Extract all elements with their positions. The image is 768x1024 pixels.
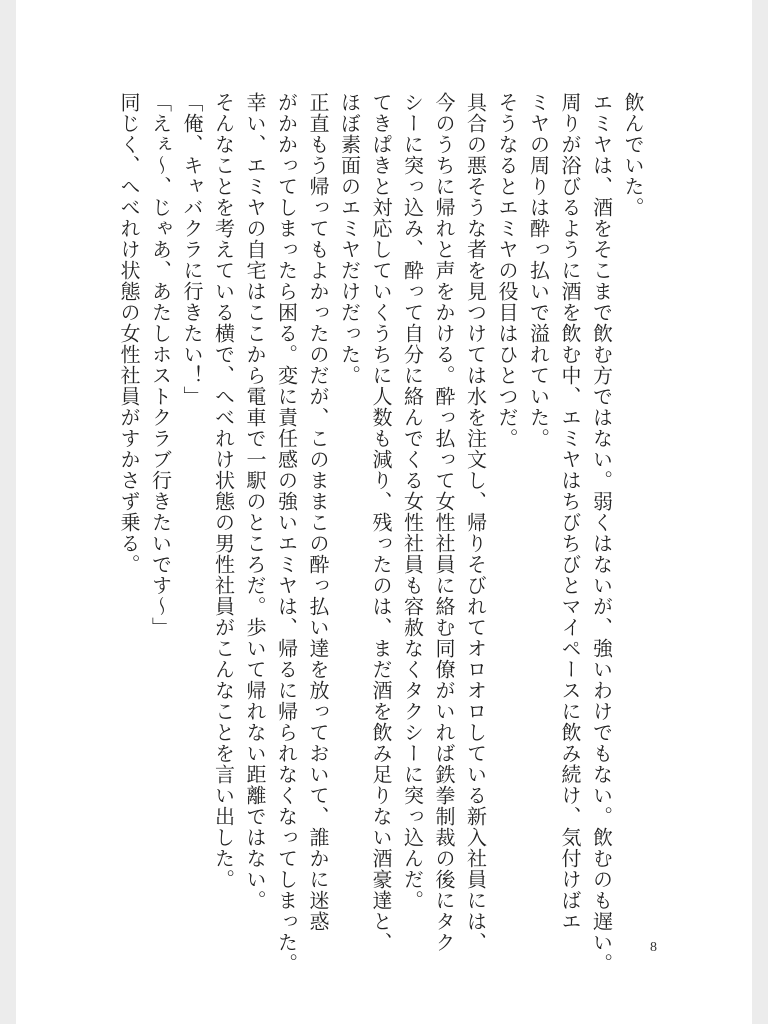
text-line: 幸い、エミヤの自宅はここから電車で一駅のところだ。歩いて帰れない距離ではない。 [243,92,267,911]
text-line: 同じく、へべれけ状態の女性社員がすかさず乗る。 [117,92,141,575]
text-line: そんなことを考えている横で、へべれけ状態の男性社員がこんなことを言い出した。 [211,92,236,890]
text-line: 具合の悪そうな者を見つけては水を注文し、帰りそびれてオロオロしている新入社員には、 [463,92,488,953]
text-line: そうなるとエミヤの役目はひとつだ。 [495,92,519,449]
text-line: 「俺、キャバクラに行きたい！」 [180,92,204,407]
body-text [113,92,649,972]
text-line: シーに突っ込み、酔って自分に絡んでくる女性社員も容赦なくタクシーに突っ込んだ。 [400,92,425,911]
text-line: ミヤの周りは酔っ払いで溢れていた。 [526,92,551,449]
text-line: 周りが浴びるように酒を飲む中、エミヤはちびちびとマイペースに飲み続け、気付けばエ [558,92,582,932]
text-line: 飲んでいた。 [621,92,645,218]
page-number: 8 [650,940,657,955]
text-line: がかかってしまったら困る。変に責任感の強いエミヤは、帰るに帰られなくなってしまった。 [274,92,299,974]
text-line: 「えぇ～、じゃあ、あたしホストクラブ行きたいです～」 [148,92,173,638]
text-line: てきぱきと対応していくうちに人数も減り、残ったのは、まだ酒を飲み足りない酒豪達と、 [369,92,393,953]
book-page [16,0,752,1024]
text-line: 正直もう帰ってもよかったのだが、このままこの酔っ払い達を放っておいて、誰かに迷惑 [306,92,330,932]
text-line: エミヤは、酒をそこまで飲む方ではない。弱くはないが、強いわけでもない。飲むのも遅い。 [589,92,614,974]
text-line: 今のうちに帰れと声をかける。酔っ払って女性社員に絡む同僚がいれば鉄拳制裁の後にタク [432,92,456,953]
text-line: ほぼ素面のエミヤだけだった。 [337,92,362,386]
